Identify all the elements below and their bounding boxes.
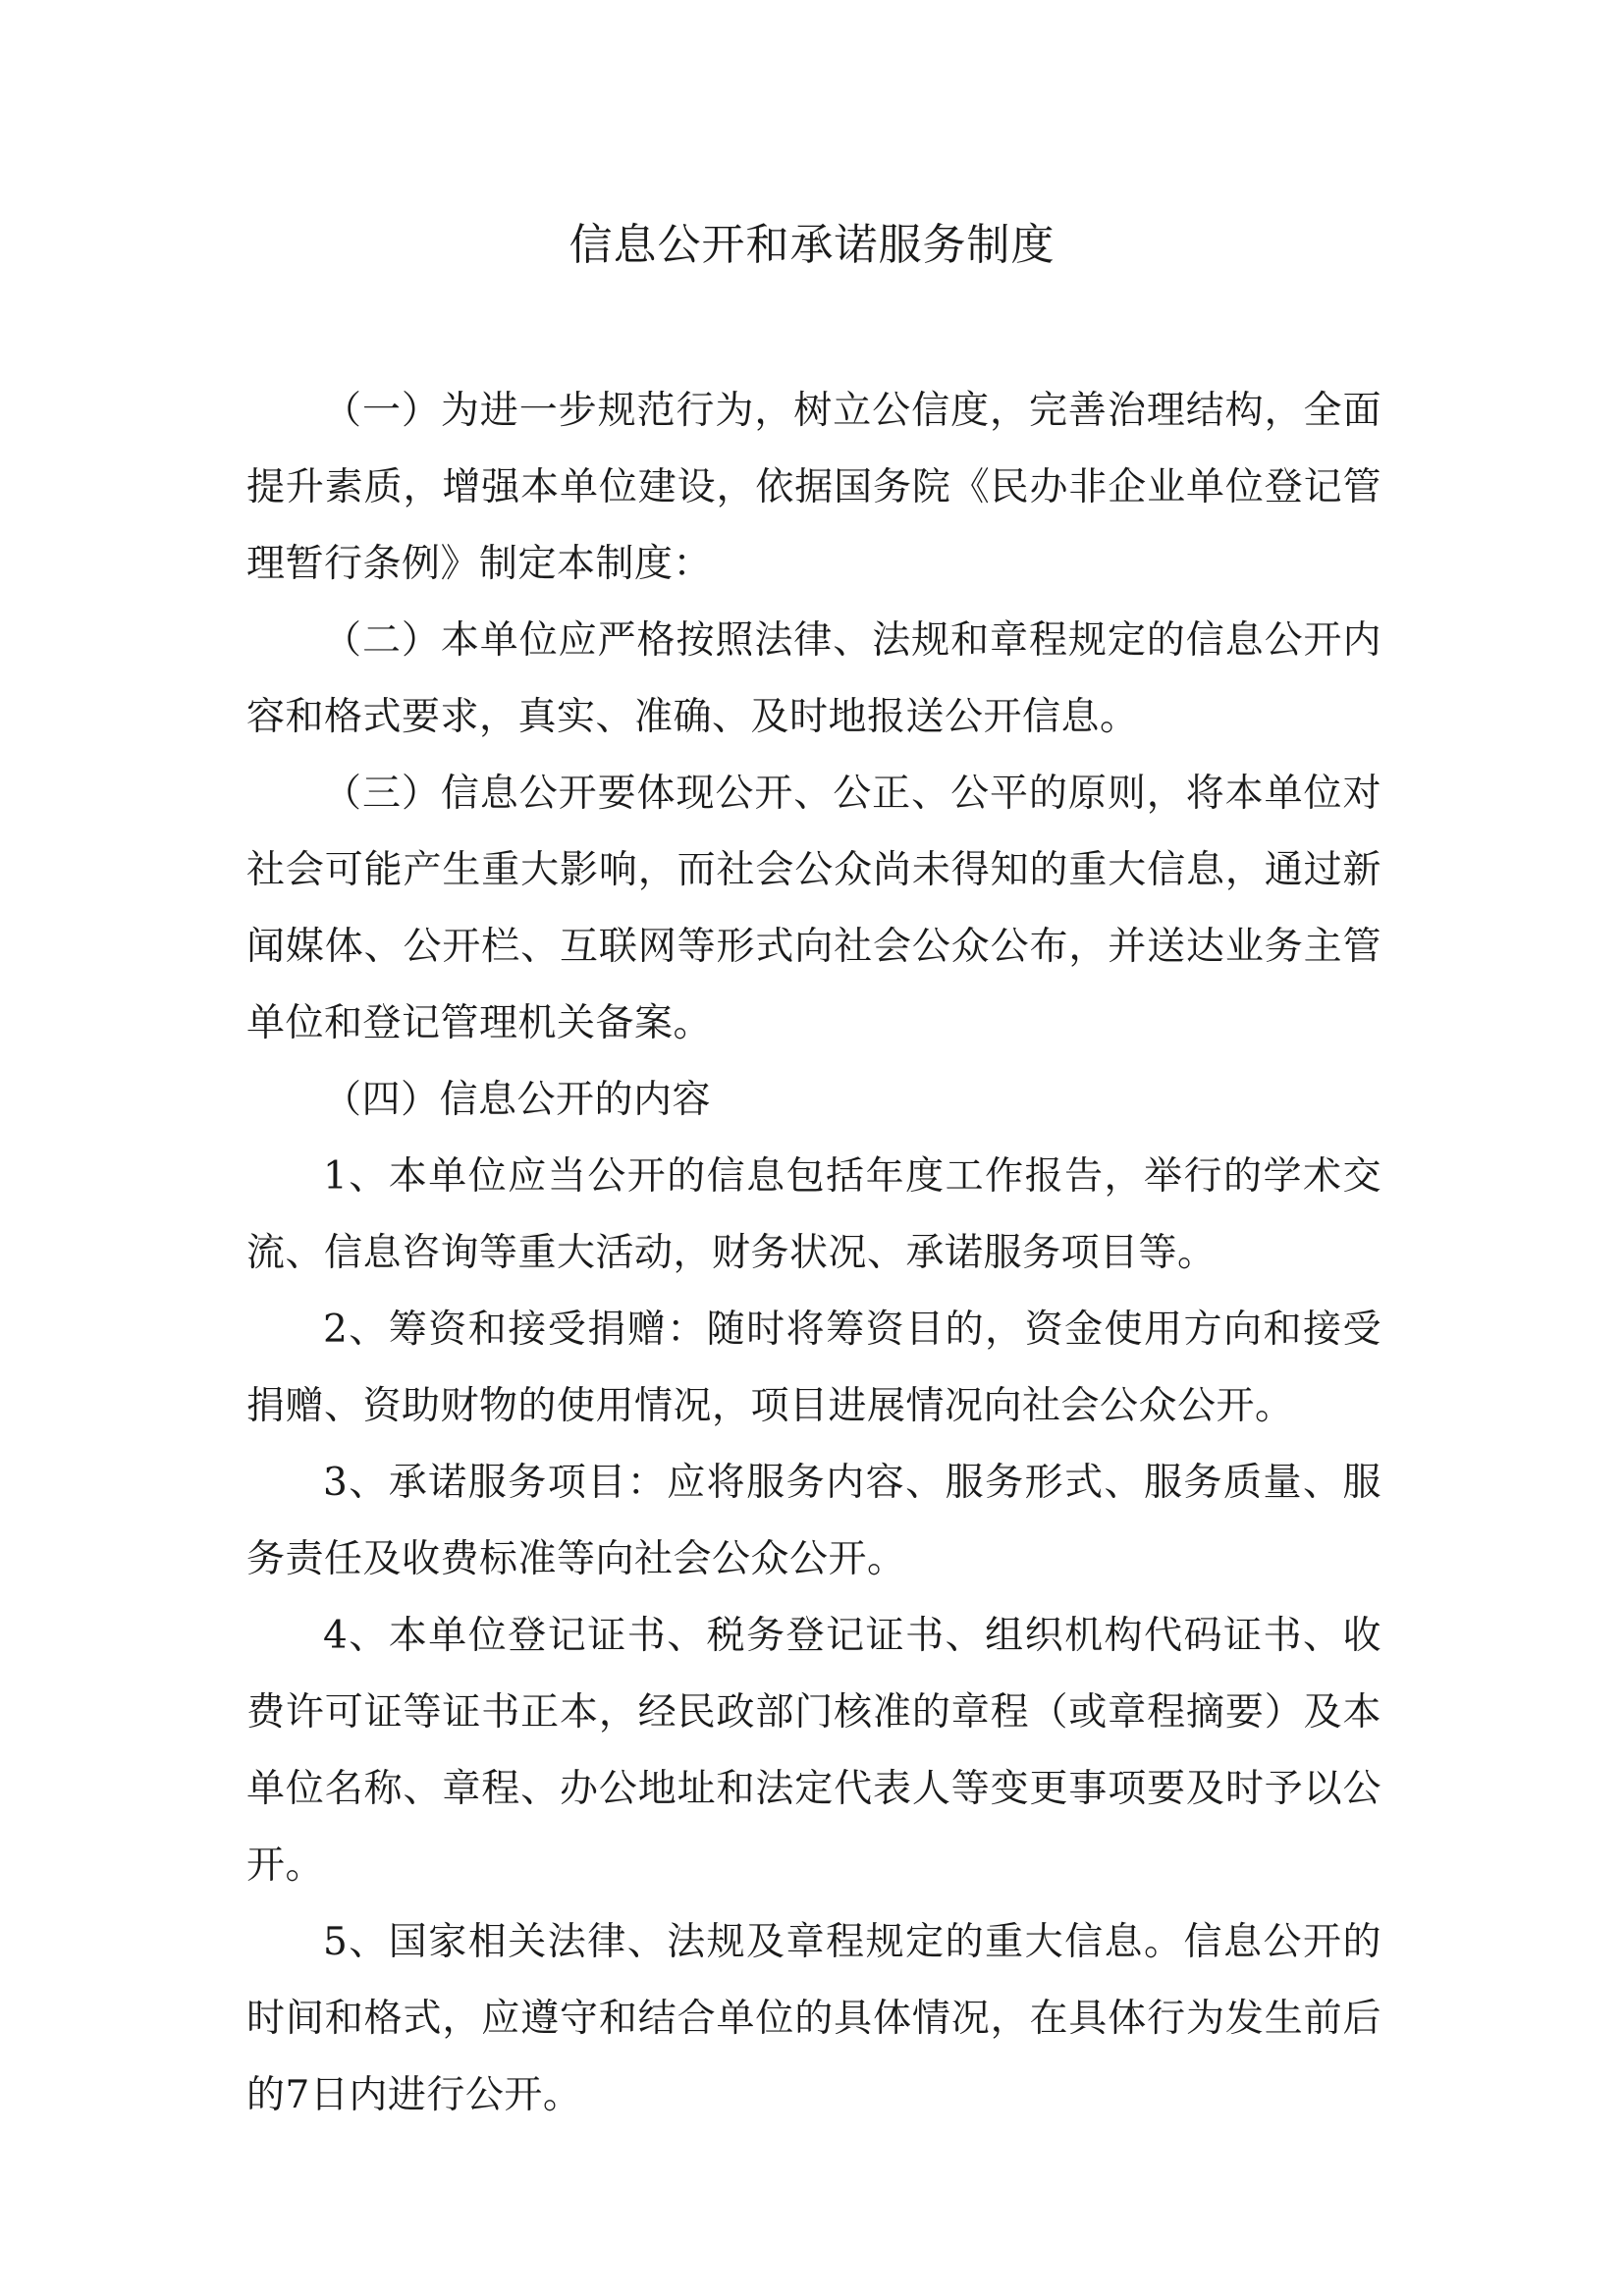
paragraph-item-3: 3、承诺服务项目：应将服务内容、服务形式、服务质量、服务责任及收费标准等向社会公众公开。: [246, 1461, 1381, 1581]
paragraph-item-5: 5、国家相关法律、法规及章程规定的重大信息。信息公开的时间和格式，应遵守和结合单位的具体情况，在具体行为发生前后的7日内进行公开。: [246, 1920, 1381, 2117]
paragraph-1: （一）为进一步规范行为，树立公信度，完善治理结构，全面提升素质，增强本单位建设，依据国务院《民办非企业单位登记管理暂行条例》制定本制度：: [246, 389, 1381, 586]
document-title: 信息公开和承诺服务制度: [568, 220, 1056, 270]
document-body: [246, 373, 1381, 2134]
paragraph-4: （四）信息公开的内容: [323, 1078, 712, 1122]
paragraph-item-2: 2、筹资和接受捐赠：随时将筹资目的，资金使用方向和接受捐赠、资助财物的使用情况，项目进展情况向社会公众公开。: [246, 1308, 1381, 1428]
paragraph-item-4: 4、本单位登记证书、税务登记证书、组织机构代码证书、收费许可证等证书正本，经民政部门核准的章程（或章程摘要）及本单位名称、章程、办公地址和法定代表人等变更事项要及时予以公开。: [246, 1614, 1381, 1888]
paragraph-2: （二）本单位应严格按照法律、法规和章程规定的信息公开内容和格式要求，真实、准确、及时地报送公开信息。: [246, 618, 1381, 739]
paragraph-item-1: 1、本单位应当公开的信息包括年度工作报告，举行的学术交流、信息咨询等重大活动，财务状况、承诺服务项目等。: [246, 1154, 1381, 1275]
paragraph-3: （三）信息公开要体现公开、公正、公平的原则，将本单位对社会可能产生重大影响，而社会公众尚未得知的重大信息，通过新闻媒体、公开栏、互联网等形式向社会公众公布，并送达业务主管单位和登记管理机关备案。: [246, 772, 1381, 1045]
